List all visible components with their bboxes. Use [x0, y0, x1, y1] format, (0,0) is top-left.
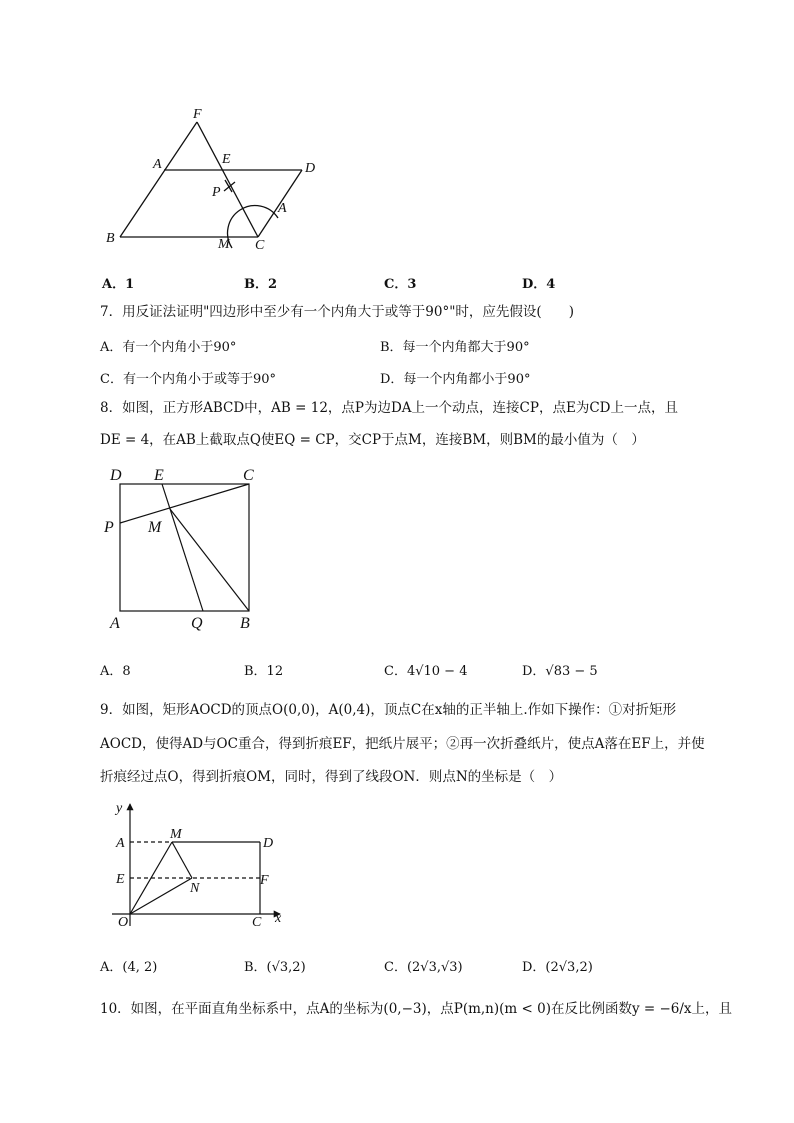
q9-label-N: N [190, 881, 200, 896]
q8-label-A: A [110, 615, 120, 632]
q6-figure [100, 100, 330, 260]
q8-option-c: C．4√10 − 4 [384, 664, 468, 679]
q6-label-E: E [222, 152, 231, 167]
q9-stem-line2: AOCD，使得AD与OC重合，得到折痕EF，把纸片展平；②再一次折叠纸片，使点A落在EF上，并使 [100, 736, 705, 752]
q8-stem-line2: DE = 4，在AB上截取点Q使EQ = CP，交CP于点M，连接BM，则BM的最小值为（ ） [100, 432, 645, 448]
q6-line-FC [197, 122, 258, 237]
q9-option-c: C．(2√3,√3) [384, 960, 463, 975]
q8-line-EQ [162, 484, 203, 611]
q8-line-MB [170, 509, 249, 611]
q6-line-BF [120, 122, 197, 237]
q8-option-d: D．√83 − 5 [522, 664, 598, 679]
q7-stem: 7．用反证法证明"四边形中至少有一个内角大于或等于90°"时，应先假设( ) [100, 304, 574, 320]
q6-option-c: C．3 [384, 277, 417, 292]
q9-label-F: F [260, 873, 269, 888]
q8-label-D: D [110, 467, 122, 484]
q7-option-c: C．有一个内角小于或等于90° [100, 372, 276, 387]
q8-label-M: M [148, 519, 162, 536]
q6-option-d: D．4 [522, 277, 556, 292]
q6-label-C: C [255, 238, 265, 253]
q9-label-M: M [170, 827, 182, 842]
q8-label-Q: Q [191, 615, 203, 632]
q6-label-D: D [305, 161, 316, 176]
q8-option-b: B．12 [244, 664, 284, 679]
q8-label-P: P [104, 519, 114, 536]
q8-line-PC [120, 484, 249, 523]
q7-option-a: A．有一个内角小于90° [100, 340, 237, 355]
q9-line-MN [172, 842, 192, 878]
q9-label-O: O [118, 915, 129, 930]
q9-label-A: A [116, 836, 125, 851]
q8-label-E: E [154, 467, 164, 484]
q9-label-x: x [275, 911, 282, 926]
q8-option-a: A．8 [100, 664, 131, 679]
q9-label-D: D [263, 836, 274, 851]
q6-option-b: B．2 [244, 277, 278, 292]
q7-option-d: D．每一个内角都小于90° [380, 372, 531, 387]
q9-option-d: D．(2√3,2) [522, 960, 593, 975]
q9-figure [100, 798, 300, 933]
q8-label-B: B [240, 615, 250, 632]
q9-line-ON [130, 878, 192, 914]
q9-label-y: y [116, 801, 123, 816]
q6-label-A: A [153, 157, 162, 172]
q6-label-P: P [212, 185, 221, 200]
q9-stem-line1: 9．如图，矩形AOCD的顶点O(0,0)，A(0,4)，顶点C在x轴的正半轴上.作如下操作：①对折矩形 [100, 702, 677, 718]
q8-figure [100, 460, 270, 635]
q6-label-F: F [193, 107, 202, 122]
q6-label-arcA: A [278, 201, 287, 216]
q7-option-b: B．每一个内角都大于90° [380, 340, 530, 355]
q9-option-b: B．(√3,2) [244, 960, 306, 975]
q6-option-a: A．1 [102, 277, 135, 292]
q9-label-C: C [252, 915, 262, 930]
q9-label-E: E [116, 872, 125, 887]
q8-label-C: C [243, 467, 254, 484]
q8-stem-line1: 8．如图，正方形ABCD中，AB = 12，点P为边DA上一个动点，连接CP，点E为CD上一点，且 [100, 400, 678, 416]
q10-stem-line1: 10．如图，在平面直角坐标系中，点A的坐标为(0,−3)，点P(m,n)(m < 0)在反比例函数y = −6/x上，且 [100, 1001, 733, 1017]
q9-option-a: A．(4, 2) [100, 960, 158, 975]
q9-stem-line3: 折痕经过点O，得到折痕OM，同时，得到了线段ON．则点N的坐标是（ ） [100, 769, 563, 785]
q6-label-M: M [218, 237, 230, 252]
q6-label-B: B [106, 231, 115, 246]
